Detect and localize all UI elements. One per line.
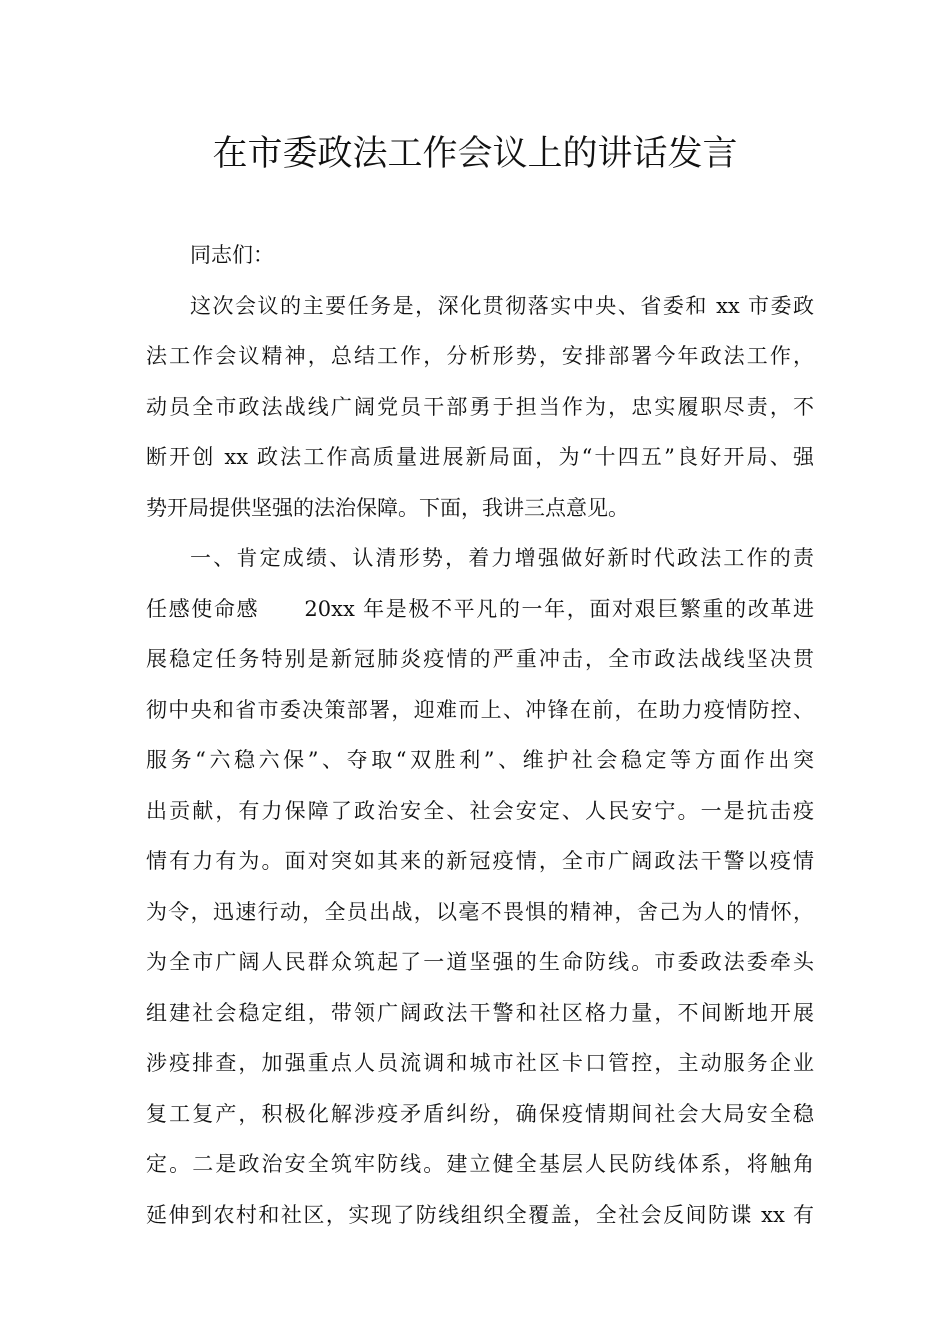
paragraph-line: 同志们： [190, 243, 274, 267]
paragraph-line: 定。二是政治安全筑牢防线。建立健全基层人民防线体系，将触角 [146, 1152, 814, 1176]
paragraph-line: 断开创 xx 政法工作高质量进展新局面，为“十四五”良好开局、强 [146, 445, 814, 469]
document-title: 在市委政法工作会议上的讲话发言 [212, 134, 738, 174]
paragraph-line: 这次会议的主要任务是，深化贯彻落实中央、省委和 xx 市委政 [190, 293, 814, 318]
paragraph-line: 一、肯定成绩、认清形势，着力增强做好新时代政法工作的责 [190, 546, 814, 570]
paragraph-line: 情有力有为。面对突如其来的新冠疫情，全市广阔政法干警以疫情 [146, 849, 814, 873]
paragraph-line: 势开局提供坚强的法治保障。下面，我讲三点意见。 [146, 495, 629, 520]
paragraph-line: 任感使命感 20xx 年是极不平凡的一年，面对艰巨繁重的改革进 [146, 596, 814, 621]
paragraph-line: 为令，迅速行动，全员出战，以毫不畏惧的精神，舍己为人的情怀， [146, 899, 814, 924]
paragraph-line: 展稳定任务特别是新冠肺炎疫情的严重冲击，全市政法战线坚决贯 [146, 647, 814, 671]
paragraph-line: 法工作会议精神，总结工作，分析形势，安排部署今年政法工作， [146, 344, 814, 368]
paragraph-line: 动员全市政法战线广阔党员干部勇于担当作为，忠实履职尽责，不 [146, 394, 814, 419]
paragraph-line: 延伸到农村和社区，实现了防线组织全覆盖，全社会反间防谍 xx 有 [146, 1202, 814, 1227]
paragraph-line: 出贡献，有力保障了政治安全、社会安定、人民安宁。一是抗击疫 [146, 798, 814, 823]
paragraph-line: 彻中央和省市委决策部署，迎难而上、冲锋在前，在助力疫情防控、 [146, 697, 814, 722]
paragraph-line: 服务“六稳六保”、夺取“双胜利”、维护社会稳定等方面作出突 [146, 748, 814, 772]
paragraph-line: 为全市广阔人民群众筑起了一道坚强的生命防线。市委政法委牵头 [146, 950, 814, 974]
document-body [146, 230, 814, 1240]
paragraph-line: 复工复产，积极化解涉疫矛盾纠纷，确保疫情期间社会大局安全稳 [146, 1101, 814, 1126]
paragraph-line: 涉疫排查，加强重点人员流调和城市社区卡口管控，主动服务企业 [146, 1051, 814, 1075]
paragraph-line: 组建社会稳定组，带领广阔政法干警和社区格力量，不间断地开展 [146, 1000, 814, 1025]
